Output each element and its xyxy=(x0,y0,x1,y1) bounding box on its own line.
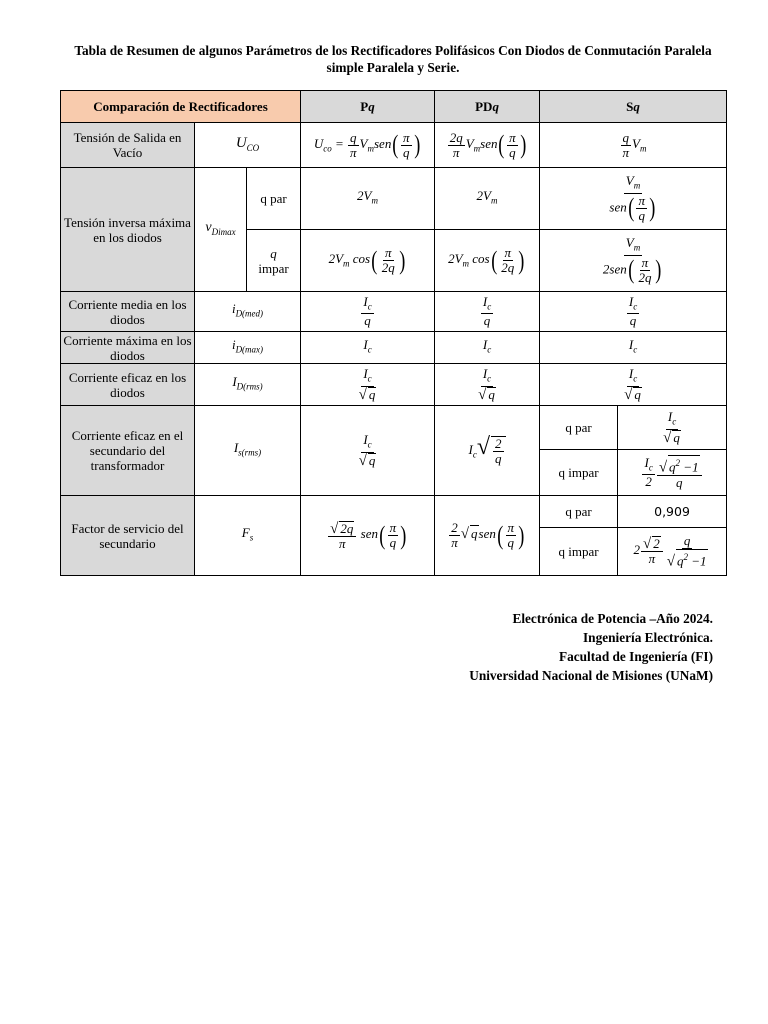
symbol-vdimax: $v_{Dimax}$ xyxy=(195,168,247,292)
label-corriente-transf: Corriente eficaz en el secundario del transformador xyxy=(61,406,195,496)
label-s-q-par-1: q par xyxy=(540,406,618,450)
symbol-id-med: $i_{D(med)}$ xyxy=(195,292,301,332)
label-factor-servicio: Factor de servicio del secundario xyxy=(61,496,195,576)
row-tension-inversa-par xyxy=(61,168,727,230)
formula-fs-s-impar: 2 $\frac{√ 2}{\pi}$ $\frac{q}{√ q^2 -1}$ xyxy=(618,528,727,576)
row-corriente-media xyxy=(61,292,727,332)
label-tension-inversa: Tensión inversa máxima en los diodos xyxy=(61,168,195,292)
row-factor-servicio-par xyxy=(61,496,727,528)
formula-is-rms-s-par: $\frac{I_c}{√ q}$ xyxy=(618,406,727,450)
footer-line-course: Electrónica de Potencia –Año 2024. xyxy=(512,611,713,626)
formula-id-med-pd: $\frac{I_c}{q}$ xyxy=(435,292,540,332)
label-q-par: q par xyxy=(247,168,301,230)
formula-uco-s: $\frac{q}{\pi}$ $V_m$ xyxy=(540,123,727,168)
formula-is-rms-pd: $I_c√$ $\frac{2}{q}$ xyxy=(435,406,540,496)
formula-id-max-s: $I_c$ xyxy=(540,332,727,364)
formula-is-rms-s-impar: $\frac{I_c}{2}$ $\frac{√ q^2 -1}{q}$ xyxy=(618,450,727,496)
header-row xyxy=(61,91,727,123)
formula-id-med-s: $\frac{I_c}{q}$ xyxy=(540,292,727,332)
label-corriente-eficaz-diodos: Corriente eficaz en los diodos xyxy=(61,364,195,406)
formula-id-max-pd: $I_c$ xyxy=(435,332,540,364)
formula-uco-pd: $\frac{2q}{\pi}$ $V_msen$( $\frac{\pi}{q}$ ) xyxy=(435,123,540,168)
formula-id-med-p: $\frac{I_c}{q}$ xyxy=(301,292,435,332)
footer-line-degree: Ingeniería Electrónica. xyxy=(583,630,713,645)
formula-id-rms-s: $\frac{I_c}{√ q}$ xyxy=(540,364,727,406)
symbol-uco: $U_{CO}$ xyxy=(195,123,301,168)
formula-id-max-p: $I_c$ xyxy=(301,332,435,364)
symbol-fs: $F_s$ xyxy=(195,496,301,576)
formula-is-rms-p: $\frac{I_c}{√ q}$ xyxy=(301,406,435,496)
formula-fs-pd: $\frac{2}{\pi}$ √ qsen( $\frac{\pi}{q}$ ) xyxy=(435,496,540,576)
header-p: Pq xyxy=(301,91,435,123)
formula-id-rms-pd: $\frac{I_c}{√ q}$ xyxy=(435,364,540,406)
header-comparison: Comparación de Rectificadores xyxy=(61,91,301,123)
label-s-q-par-2: q par xyxy=(540,496,618,528)
value-fs-s-par: 0,909 xyxy=(618,496,727,528)
document-title: Tabla de Resumen de algunos Parámetros de los Rectificadores Polifásicos Con Diodos de Conmutación Paralela simple Paralela y Serie. xyxy=(74,43,712,75)
row-tension-salida xyxy=(61,123,727,168)
formula-uco-p: $U_{co}$ = $\frac{q}{\pi}$ $V_msen$( $\frac{\pi}{q}$ ) xyxy=(301,123,435,168)
formula-vd-s-impar: $V_m$ 2sen( $\frac{\pi}{2q}$ ) xyxy=(540,230,727,292)
formula-id-rms-p: $\frac{I_c}{√ q}$ xyxy=(301,364,435,406)
formula-vd-pd-par: $2V_m$ xyxy=(435,168,540,230)
footer-line-faculty: Facultad de Ingeniería (FI) xyxy=(558,649,713,664)
row-corriente-transf-par xyxy=(61,406,727,450)
label-s-q-impar-2: q impar xyxy=(540,528,618,576)
header-s: Sq xyxy=(540,91,727,123)
symbol-id-max: $i_{D(max)}$ xyxy=(195,332,301,364)
header-pd: PDq xyxy=(435,91,540,123)
row-corriente-eficaz-diodos xyxy=(61,364,727,406)
rectifier-summary-table xyxy=(60,90,727,576)
formula-vd-p-impar: $2V_m$ cos( $\frac{\pi}{2q}$ ) xyxy=(301,230,435,292)
label-corriente-maxima: Corriente máxima en los diodos xyxy=(61,332,195,364)
symbol-id-rms: $I_{D(rms)}$ xyxy=(195,364,301,406)
formula-vd-pd-impar: $2V_m$ cos( $\frac{\pi}{2q}$ ) xyxy=(435,230,540,292)
footer-line-university: Universidad Nacional de Misiones (UNaM) xyxy=(469,668,713,683)
symbol-is-rms: $I_{s(rms)}$ xyxy=(195,406,301,496)
row-corriente-maxima xyxy=(61,332,727,364)
formula-fs-p: $\frac{√ 2q}{\pi}$ sen( $\frac{\pi}{q}$ ) xyxy=(301,496,435,576)
label-s-q-impar-1: q impar xyxy=(540,450,618,496)
footer-credits xyxy=(300,609,713,685)
formula-vd-p-par: $2V_m$ xyxy=(301,168,435,230)
label-tension-salida: Tensión de Salida en Vacío xyxy=(61,123,195,168)
formula-vd-s-par: $V_m$ sen( $\frac{\pi}{q}$ ) xyxy=(540,168,727,230)
label-corriente-media: Corriente media en los diodos xyxy=(61,292,195,332)
label-q-impar: q impar xyxy=(247,230,301,292)
